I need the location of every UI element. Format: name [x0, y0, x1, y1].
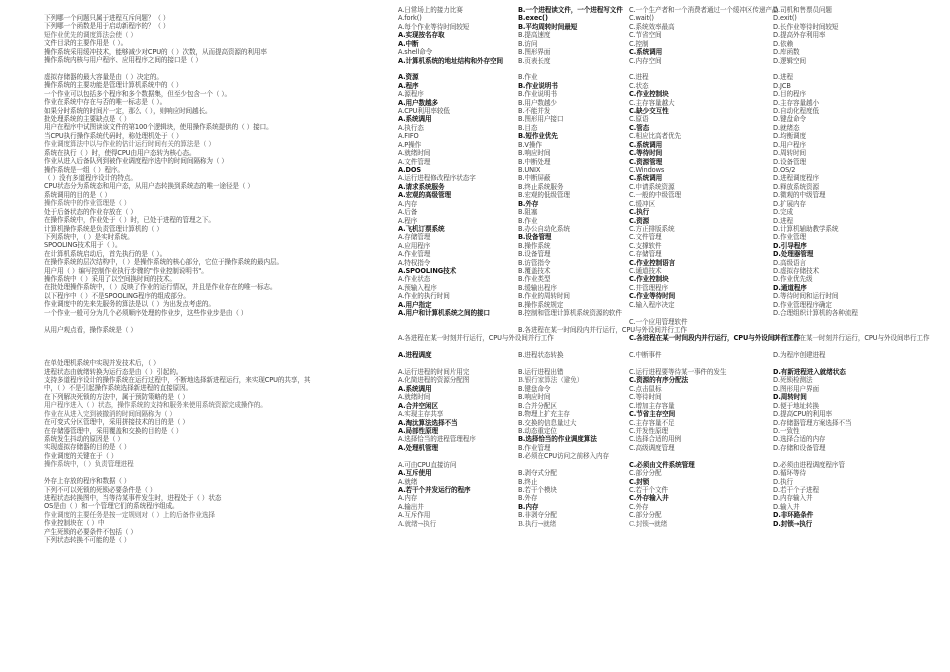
option-a: A.运行进程修改程序状态字	[398, 174, 476, 183]
option-d: D.周转时间	[773, 393, 807, 402]
option-b: B.终止系统服务	[518, 182, 564, 191]
option-c: C.封锁→就绪	[629, 519, 668, 528]
option-a: A.选择恰当的进程管理程序	[398, 435, 476, 444]
option-b: B.V操作	[518, 140, 542, 149]
option-b: B.选择恰当的作业调度算法	[518, 435, 597, 444]
option-c: C.若干个文件	[629, 485, 668, 494]
option-d: D.作业管理程序确定	[773, 300, 832, 309]
option-d: D.进程调度程序	[773, 174, 819, 183]
option-c: C.中断事件	[629, 351, 662, 360]
option-b: B.访管指令	[518, 258, 551, 267]
question-text: 如果分时系统的时间片一定，那么（ ），则响应时间越长。	[44, 106, 212, 115]
option-d: D.通道程序	[773, 283, 807, 292]
question-text: 批处理系统的主要缺点是（ ）	[44, 115, 131, 124]
question-text: 文件目录的主要作用是（ ）。	[44, 39, 128, 48]
question-text: 操作系统采用缓冲技术，能够减少对CPU的（ ）次数，从而提高资源的利用率	[44, 47, 267, 56]
option-a: A.系统调用	[398, 384, 432, 393]
option-c: C.系统调用	[629, 48, 663, 57]
question-text: 操作系统中，（ ）负责管理进程	[44, 460, 134, 469]
option-a: A.作业状态	[398, 275, 431, 284]
option-c: C.输入程序决定	[629, 300, 675, 309]
option-a: A.就绪时间	[398, 393, 431, 402]
option-d: D.存储器管理方案选择不当	[773, 418, 852, 427]
option-b: B.作业说明书	[518, 90, 557, 99]
option-d: D.扩展内存	[773, 199, 806, 208]
option-a: A.程序	[398, 216, 418, 225]
option-c: C.主存容量越大	[629, 98, 675, 107]
option-c: C.支撑软件	[629, 241, 662, 250]
option-a: A.预输入程序	[398, 283, 437, 292]
option-a: A.特权指令	[398, 258, 431, 267]
question-text: 进程状态转换图中，当等待某事件发生时，进程处于（ ）状态	[44, 493, 222, 502]
option-d: D.exit()	[773, 14, 797, 23]
option-a: A.处理机管理	[398, 443, 438, 452]
option-a: A.文件管理	[398, 157, 431, 166]
option-a: A.计算机系统的地址结构和外存空间	[398, 56, 503, 65]
option-a: A.程序	[398, 81, 419, 90]
option-a: A.DOS	[398, 165, 422, 174]
option-a: A.可由CPU直接访问	[398, 460, 457, 469]
option-a: A.资源	[398, 73, 419, 82]
option-a: A.合并空闲区	[398, 401, 438, 410]
question-text: 在计算机系统启动后，首先执行的是（ ）。	[44, 249, 167, 258]
option-d: D.周转时间	[773, 149, 806, 158]
option-a: A.就绪时间	[398, 149, 431, 158]
option-b: B.外存	[518, 494, 538, 503]
option-c: C.封锁	[629, 477, 650, 486]
question-text: 用户在程序中试图读该文件的第100个逻辑块，使用操作系统提供的（ ）接口。	[44, 123, 273, 132]
option-a: A.若干个并发运行的程序	[398, 485, 471, 494]
option-d: D.非环路条件	[773, 511, 814, 520]
question-text: 一个作业可以包括多个程序和多个数据集，但至少包含一个（ ）。	[44, 89, 232, 98]
option-d: D.设备管理	[773, 157, 806, 166]
option-c: C.内存空间	[629, 56, 662, 65]
option-c: C.wait()	[629, 14, 654, 23]
option-d: D.用户程序	[773, 140, 806, 149]
option-c: C.外存	[629, 502, 649, 511]
question-text: 用户用（ ）编写控制作业执行步骤的"作业控制说明书"。	[44, 266, 208, 275]
option-a: A.飞机订票系统	[398, 224, 445, 233]
question-text: 操作系统中的作业管理是（ ）	[44, 199, 131, 208]
option-d: D.一致性	[773, 427, 800, 435]
question-text: CPU状态分为系统态和用户态，从用户态转换到系统态的唯一途径是（ ）	[44, 182, 254, 191]
option-d: D.计算机辅助教学系统	[773, 224, 839, 233]
option-c: C.执行	[629, 208, 650, 217]
option-a: A.局部性原理	[398, 427, 438, 435]
question-text: 在存储器管理中，采用覆盖和交换的目的是（ ）	[44, 426, 183, 435]
question-text: 当CPU执行操作系统代码时，称处理机处于（ ）	[44, 131, 183, 140]
option-d: D.存储和设备管理	[773, 443, 826, 452]
option-c: C.Windows	[629, 165, 665, 174]
option-b: B.合并分配区	[518, 401, 557, 410]
option-b: B.作业类型	[518, 275, 551, 284]
option-c: C.作业等待时间	[629, 292, 676, 301]
question-text: 作业在系统中存在与否的唯一标志是（ ）。	[44, 98, 167, 107]
option-a: A.存储管理	[398, 233, 431, 242]
option-d: D.主存容量越小	[773, 98, 819, 107]
question-text: 中，（ ）不是引起操作系统选择新进程的直接原因。	[44, 384, 193, 393]
option-d: D.便于地址转换	[773, 401, 819, 410]
option-c: C.增加主存容量	[629, 401, 675, 410]
question-text: 作业控制块在（ ）中	[44, 519, 105, 528]
option-c: C.申请系统资源	[629, 182, 675, 191]
question-text: 系统发生抖动的原因是（ ）	[44, 435, 124, 443]
option-d: D.提高外存利用率	[773, 31, 826, 40]
question-text: 系统调用的目的是（ ）	[44, 190, 111, 199]
option-d: D.自动化程度低	[773, 107, 819, 116]
option-a: A.日常场上的接力比赛	[398, 6, 463, 14]
option-b: B.操作系统规定	[518, 300, 564, 309]
option-b: B.作业的周转时间	[518, 292, 570, 301]
option-d: D.内存输入井	[773, 494, 813, 503]
question-text: OS是由（ ）和一个管理它们的系统程序组成。	[44, 502, 179, 511]
option-a: A.互斥作用	[398, 511, 431, 520]
option-a: A.内存	[398, 494, 418, 503]
question-text: 以下程序中（ ）不是SPOOLING程序的组成部分。	[44, 291, 190, 300]
option-c: C.系统效率最高	[629, 22, 675, 31]
question-text: 作业调度算法中以与作业的估计运行时间有关的算法是（ ）	[44, 140, 215, 149]
option-d: D.目的程序	[773, 90, 806, 99]
option-c: C.运行进程要等待某一事件的发生	[629, 368, 727, 377]
option-b: B.剥夺式分配	[518, 469, 557, 478]
question-text: 操作系统中（ ）采用了以空间换时间的技术。	[44, 275, 176, 284]
option-b: B.键盘命令	[518, 384, 551, 393]
option-b: B.图形用户接口	[518, 115, 564, 124]
option-b: B.终止	[518, 477, 538, 486]
question-text: SPOOLING技术用于（ ）。	[44, 241, 122, 250]
option-b: B.一个进程读文件，一个进程写文件	[518, 6, 623, 14]
option-b: B.图形界面	[518, 48, 551, 57]
option-a: A.应用程序	[398, 241, 431, 250]
option-a: A.中断	[398, 39, 419, 48]
option-a: A.P操作	[398, 140, 422, 149]
option-d: D.进程	[773, 73, 793, 82]
option-d: D.释放系统资源	[773, 182, 819, 191]
question-text: 在批处理操作系统中，（ ）反映了作业的运行情况，并且是作业存在的唯一标志。	[44, 283, 277, 292]
option-d: D.输入井	[773, 502, 800, 511]
question-text: 作业在从进入完到被撤消的时间间隔称为（ ）	[44, 409, 176, 418]
option-c: C.缓冲区	[629, 199, 655, 208]
option-b: B.设备管理	[518, 250, 551, 259]
question-text: 用户程序进入（ ）状态，操作系统的支持和服务来使用系统资源完成操作的。	[44, 401, 267, 410]
option-b: B.设备管理	[518, 233, 552, 242]
question-text: 操作系统的主要功能是管理计算机系统中的（ ）	[44, 81, 183, 90]
option-c: C.控制	[629, 39, 649, 48]
option-a: A.化简进程的资源分配图	[398, 376, 470, 385]
option-c: C.选择合适的用例	[629, 435, 681, 444]
option-c: C.作业控制块	[629, 90, 669, 99]
option-a: A.进程调度	[398, 351, 432, 360]
option-c: C.并发性原理	[629, 427, 668, 435]
option-c: C.等待时间	[629, 393, 662, 402]
option-d: D.合理组织计算机的各种流程	[773, 309, 858, 318]
option-c: C.等待时间	[629, 149, 663, 158]
option-b: B.办公自动化系统	[518, 224, 570, 233]
option-c: C.主存容量不足	[629, 418, 675, 427]
question-text: 作业从进入后备队列到被作业调度程序选中的时间间隔称为（ ）	[44, 157, 228, 166]
option-b: B.UNIX	[518, 165, 541, 174]
question-text: （ ）没有多道程序设计的特点。	[44, 173, 137, 182]
option-d: D.作业管理	[773, 233, 806, 242]
option-d: D.长作业等待时间较短	[773, 22, 839, 31]
option-a: A.后备	[398, 208, 418, 217]
question-text: 虚拟存储器的最大容量是由（ ）决定的。	[44, 72, 163, 81]
question-text: 实现虚拟存储器的目的是（ ）	[44, 443, 131, 452]
option-c: C.相应比高者优先	[629, 132, 681, 141]
option-c: C.各进程在某一时间段内并行运行，CPU与外设间并行工作	[629, 334, 801, 343]
option-a: A.用户指定	[398, 300, 432, 309]
option-b: B.作业	[518, 216, 538, 225]
option-c: C.存储管理	[629, 250, 662, 259]
option-d: D.等待时间和运行时间	[773, 292, 839, 301]
question-text: 计算机操作系统是负责管理计算机的（ ）	[44, 224, 163, 233]
question-text: 在可变式分区管理中，采用拼接技术的目的是（ ）	[44, 418, 189, 427]
question-text: 在操作系统的层次结构中，（ ）是操作系统的核心部分，它位于操作系统的最内层。	[44, 258, 283, 267]
option-d: D.执行	[773, 477, 793, 486]
option-b: B.响应时间	[518, 149, 551, 158]
question-text: 在下列解决死锁的方法中，属于预防策略的是（ ）	[44, 392, 189, 401]
question-text: 下列系统中，（ ）是实时系统。	[44, 232, 134, 241]
option-c: C.文件管理	[629, 233, 662, 242]
option-b: B.交换的信息量过大	[518, 418, 577, 427]
option-d: D.若干个子进程	[773, 485, 819, 494]
option-d: D.虚拟存储技术	[773, 267, 819, 276]
option-d: D.高级语言	[773, 258, 806, 267]
question-text: 下列哪一个函数是用于启动新程序的？（ ）	[44, 22, 170, 31]
option-b: B.阻塞	[518, 208, 538, 217]
question-text: 处于后备状态的作业存放在（ ）	[44, 207, 137, 216]
option-d: D.均衡调度	[773, 132, 806, 141]
option-b: B.页表长度	[518, 56, 551, 65]
option-d: D.JCB	[773, 81, 791, 90]
option-b: B.平均周转时间最短	[518, 22, 578, 31]
option-a: A.请求系统服务	[398, 182, 445, 191]
option-c: C.系统调用	[629, 174, 663, 183]
option-b: B.动态重定位	[518, 427, 557, 435]
option-d: D.完成	[773, 208, 793, 217]
option-a: A.源程序	[398, 90, 424, 99]
option-a: A.系统调用	[398, 115, 432, 124]
option-c: C.状态	[629, 81, 649, 90]
option-a: A.就绪	[398, 477, 418, 486]
option-b: B.银行家算法（避免）	[518, 376, 584, 385]
option-b: B.用户数越少	[518, 98, 557, 107]
option-b: B.宏观的低级管理	[518, 191, 570, 200]
option-a: A.每个作业等待时间较短	[398, 22, 470, 31]
question-text: 从用户观点看，操作系统是（ ）	[44, 325, 137, 334]
option-d: D.司机和售票员问题	[773, 6, 832, 14]
option-a: A.内存	[398, 199, 418, 208]
option-d: D.选择合适的内存	[773, 435, 826, 444]
option-a: A.宏观的高级管理	[398, 191, 451, 200]
option-a: A.淘汰算法选择不当	[398, 418, 458, 427]
option-b: B.非剥夺分配	[518, 511, 557, 520]
option-c: C.缺少交互性	[629, 107, 669, 116]
option-b: B.缓输出程序	[518, 283, 557, 292]
option-b: B.作业管理	[518, 443, 551, 452]
option-c: C.一个生产者和一个消费者通过一个缓冲区传递产品	[629, 6, 779, 14]
option-b: B.提高速度	[518, 31, 551, 40]
option-d: D.逻辑空间	[773, 56, 806, 65]
option-a: A.作业的执行时间	[398, 292, 450, 301]
question-text: 一个作业一般可分为几个必须顺序处理的作业步，这些作业步是由（ ）	[44, 308, 248, 317]
option-b: B.中断处理	[518, 157, 551, 166]
option-c: C.作业控制块	[629, 275, 669, 284]
question-text: 在操作系统中，作业处于（ ）时，已处于进程的管理之下。	[44, 216, 215, 225]
option-a: A.实现按名存取	[398, 31, 445, 40]
option-d: D.为程序创建进程	[773, 351, 826, 360]
option-a: A.shell命令	[398, 48, 433, 57]
option-b: B.进程状态转换	[518, 351, 564, 360]
question-text: 作业调度的关键在于（ ）	[44, 451, 118, 460]
option-c: C.管态	[629, 123, 650, 132]
option-d: D.各进程在某一时刻并行运行，CPU与外设间串行工作	[773, 334, 930, 343]
option-c: C.系统调用	[629, 140, 663, 149]
option-a: A.输出井	[398, 502, 424, 511]
option-a: A.实现主存共享	[398, 410, 444, 419]
option-a: A.作业管理	[398, 250, 431, 259]
option-d: D.处理器管理	[773, 250, 814, 259]
option-c: C.井管理程序	[629, 283, 668, 292]
option-d: D.必须由进程调度程序管	[773, 460, 845, 469]
question-text: 作业调度中的先来先服务的算法是以（ ）为出发点考虑的。	[44, 300, 215, 309]
option-b: B.访问	[518, 39, 538, 48]
option-b: B.中断屏蔽	[518, 174, 551, 183]
option-c: C.资源的有序分配法	[629, 376, 689, 385]
option-b: B.必须在CPU访问之前移入内存	[518, 452, 609, 461]
option-c: C.部分分配	[629, 511, 662, 520]
option-b: B.exec()	[518, 14, 548, 23]
option-c: C.通道技术	[629, 267, 662, 276]
option-d: D.有新进程进入就绪状态	[773, 368, 846, 377]
option-c: C.高级调度管理	[629, 443, 675, 452]
option-b: B.覆盖技术	[518, 267, 551, 276]
option-a: A.运行进程的时间片用完	[398, 368, 470, 377]
option-d: D.作业优先级	[773, 275, 813, 284]
option-b: B.执行→就绪	[518, 519, 557, 528]
option-b: B.目态	[518, 123, 538, 132]
option-c: C.一个应用管理软件	[629, 317, 688, 326]
option-d: D.库函数	[773, 48, 800, 57]
question-text: 作业调度的主要任务是按一定规则对（ ）上的后备作业选择	[44, 510, 215, 519]
question-text: 系统在执行（ ）时，使得CPU由用户态转为核心态。	[44, 148, 196, 157]
option-a: A.就绪→执行	[398, 519, 437, 528]
question-text: 下列不可以死锁的死锁必要条件是（ ）	[44, 485, 157, 494]
option-c: C.外存输入井	[629, 494, 669, 503]
option-a: A.互斥使用	[398, 469, 432, 478]
question-text: 下列状态转换不可能的是（ ）	[44, 536, 131, 545]
option-a: A.FIFO	[398, 132, 419, 141]
option-c: C.节省空间	[629, 31, 662, 40]
question-text: 在单处理机系统中实现并发技术后，（ ）	[44, 359, 160, 368]
question-text: 支持多道程序设计的操作系统在运行过程中，不断地选择新进程运行，来实现CPU的共享，其	[44, 376, 311, 385]
option-c: C.节省主存空间	[629, 410, 676, 419]
option-b: B.不能并发	[518, 107, 551, 116]
question-text: 外存上存放的程序和数据（ ）	[44, 477, 131, 486]
option-d: D.提高CPU的利用率	[773, 410, 833, 419]
option-d: D.键盘命令	[773, 115, 806, 124]
option-c: C.作业控制语言	[629, 258, 676, 267]
question-text: 操作系统内核与用户程序、应用程序之间的接口是（ ）	[44, 56, 202, 65]
option-a: A.SPOOLING技术	[398, 267, 457, 276]
option-c: C.进程	[629, 73, 649, 82]
option-c: C.资源管理	[629, 157, 663, 166]
question-text: 进程状态由就绪转换为运行态是由（ ）引起的。	[44, 367, 183, 376]
option-d: D.封锁→执行	[773, 519, 813, 528]
option-b: B.短作业优先	[518, 132, 558, 141]
option-b: B.运行进程出错	[518, 368, 564, 377]
option-a: A.fork()	[398, 14, 422, 23]
option-d: D.死锁检测法	[773, 376, 813, 385]
option-b: B.内存	[518, 502, 539, 511]
question-text: 短作业优先的调度算法会使（ ）	[44, 30, 137, 39]
option-d: D.图形用户界面	[773, 384, 819, 393]
option-d: D.就绪态	[773, 123, 800, 132]
option-b: B.操作系统	[518, 241, 551, 250]
option-d: D.OS/2	[773, 165, 796, 174]
option-a: A.执行态	[398, 123, 424, 132]
question-text: 产生死锁的必要条件不包括（ ）	[44, 527, 137, 536]
option-b: B.各进程在某一时间段内并行运行，CPU与外设间并行工作	[518, 325, 687, 334]
option-a: A.CPU利用率较低	[398, 107, 450, 116]
option-a: A.用户和计算机系统之间的接口	[398, 309, 490, 318]
option-d: D.引导程序	[773, 241, 807, 250]
option-b: B.若干个模块	[518, 485, 557, 494]
option-d: D.进程	[773, 216, 793, 225]
option-b: B.作业	[518, 73, 538, 82]
option-a: A.用户数越多	[398, 98, 438, 107]
option-d: D.微观的中级管理	[773, 191, 826, 200]
option-d: D.依赖	[773, 39, 793, 48]
option-b: B.控制和管理计算机系统资源的软件	[518, 309, 622, 318]
question-text: 下列哪一个问题只属于进程互斥问题？（ ）	[44, 14, 170, 22]
option-c: C.必须由文件系统管理	[629, 460, 695, 469]
option-c: C.点击鼠标	[629, 384, 662, 393]
option-b: B.外存	[518, 199, 539, 208]
option-c: C.一般的中级管理	[629, 191, 681, 200]
option-d: D.循环等待	[773, 469, 806, 478]
option-c: C.资源	[629, 216, 650, 225]
option-c: C.原语	[629, 115, 649, 124]
option-c: C.方正排版系统	[629, 224, 675, 233]
option-a: A.各进程在某一时刻并行运行，CPU与外设间并行工作	[398, 334, 554, 343]
question-text: 操作系统是一组（ ）程序。	[44, 165, 124, 174]
option-b: B.物理上扩充主存	[518, 410, 570, 419]
option-b: B.响应时间	[518, 393, 551, 402]
option-c: C.部分分配	[629, 469, 662, 478]
option-b: B.作业说明书	[518, 81, 558, 90]
